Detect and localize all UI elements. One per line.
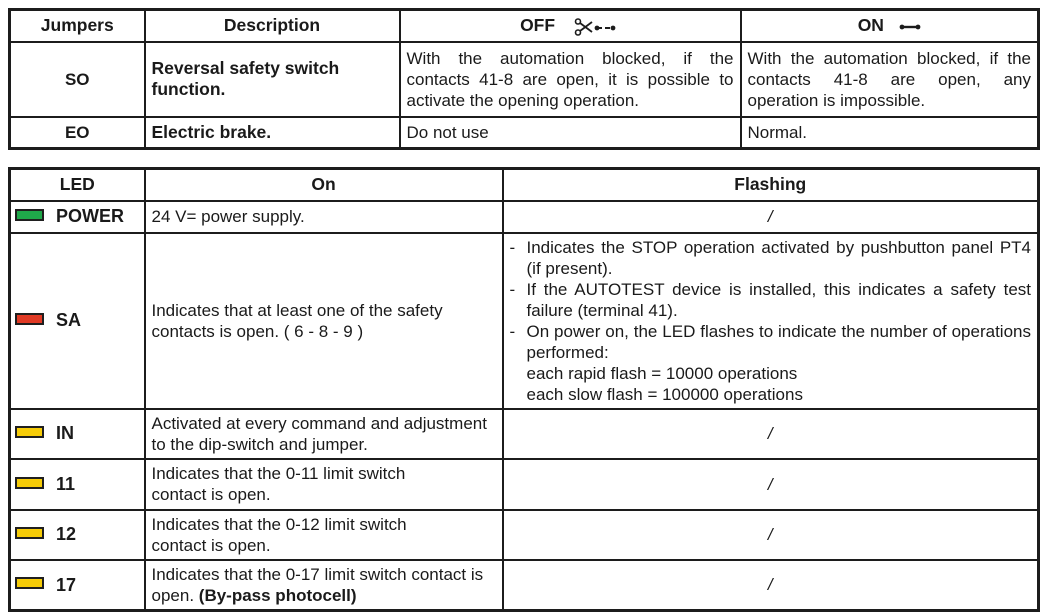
led-name: IN — [56, 423, 74, 444]
led-flashing-description: / — [503, 459, 1039, 510]
led-on-text: Indicates that the 0-17 limit switch contact is open. — [151, 564, 484, 605]
jumper-on-value: With the automation blocked, if the contacts 41-8 are open, any operation is impossible. — [741, 42, 1039, 117]
header-off-label: OFF — [520, 15, 556, 36]
led-cell — [10, 560, 145, 611]
jumper-row-so — [10, 42, 1039, 117]
flashing-note: each slow flash = 100000 operations — [526, 384, 803, 404]
led-on-description: Indicates that the 0-12 limit switch contact is open. — [145, 510, 503, 560]
led-row-in — [10, 409, 1039, 459]
led-row-power — [10, 201, 1039, 233]
jumper-off-value: Do not use — [400, 117, 741, 149]
led-on-description: 24 V= power supply. — [145, 201, 503, 233]
flashing-item: - If the AUTOTEST device is installed, this indicates a safety test failure (terminal 41). — [510, 279, 1032, 321]
led-indicator-yellow — [15, 527, 44, 539]
cut-jumper-icon — [574, 18, 620, 36]
header-led: LED — [10, 169, 145, 201]
jumper-on-value: Normal. — [741, 117, 1039, 149]
led-cell — [10, 510, 145, 560]
led-row-11 — [10, 459, 1039, 510]
led-name: 12 — [56, 524, 77, 545]
led-on-description: Activated at every command and adjustment to the dip-switch and jumper. — [145, 409, 503, 459]
led-name: 11 — [56, 474, 76, 494]
led-on-bold-note: (By-pass photocell) — [198, 585, 357, 605]
flashing-note: each rapid flash = 10000 operations — [526, 363, 798, 383]
header-on — [741, 10, 1039, 42]
led-on-description — [145, 560, 503, 611]
flashing-item: - Indicates the STOP operation activated by pushbutton panel PT4 (if present). — [510, 237, 1032, 279]
header-on-label: ON — [857, 15, 884, 36]
led-cell — [10, 459, 145, 510]
led-flashing-description: / — [503, 201, 1039, 233]
flashing-list — [510, 237, 1032, 363]
led-cell — [10, 409, 145, 459]
led-row-17 — [10, 560, 1039, 611]
led-on-description: Indicates that at least one of the safety contacts is open. ( 6 - 8 - 9 ) — [145, 233, 503, 409]
led-indicator-yellow — [15, 577, 44, 589]
led-name: POWER — [56, 206, 125, 227]
led-row-sa — [10, 233, 1039, 409]
led-flashing-description: / — [503, 409, 1039, 459]
led-on-description: Indicates that the 0-11 limit switch contact is open. — [145, 459, 503, 510]
header-on: On — [145, 169, 503, 201]
header-jumpers: Jumpers — [10, 10, 145, 42]
jumper-description: Electric brake. — [145, 117, 400, 149]
flashing-item: - On power on, the LED flashes to indicate the number of operations performed: — [510, 321, 1032, 363]
led-name: 17 — [56, 574, 77, 595]
led-cell — [10, 201, 145, 233]
jumpers-table — [8, 8, 1040, 150]
jumper-off-value: With the automation blocked, if the contacts 41-8 are open, it is possible to activate the opening operation. — [400, 42, 741, 117]
led-table — [8, 167, 1040, 612]
led-cell — [10, 233, 145, 409]
led-flashing-description — [503, 233, 1039, 409]
led-indicator-green — [15, 209, 44, 221]
header-description: Description — [145, 10, 400, 42]
jumper-row-eo — [10, 117, 1039, 149]
led-row-12 — [10, 510, 1039, 560]
led-name: SA — [56, 310, 82, 331]
led-flashing-description: / — [503, 510, 1039, 560]
closed-jumper-icon — [899, 22, 921, 32]
led-indicator-yellow — [15, 426, 44, 438]
led-indicator-yellow — [15, 477, 44, 489]
led-header-row — [10, 169, 1039, 201]
header-off — [400, 10, 741, 42]
led-indicator-red — [15, 313, 44, 325]
jumper-description: Reversal safety switch function. — [145, 42, 400, 117]
jumper-id: EO — [10, 117, 145, 149]
led-flashing-description: / — [503, 560, 1039, 611]
jumper-id: SO — [10, 42, 145, 117]
jumpers-header-row — [10, 10, 1039, 42]
header-flashing: Flashing — [503, 169, 1039, 201]
